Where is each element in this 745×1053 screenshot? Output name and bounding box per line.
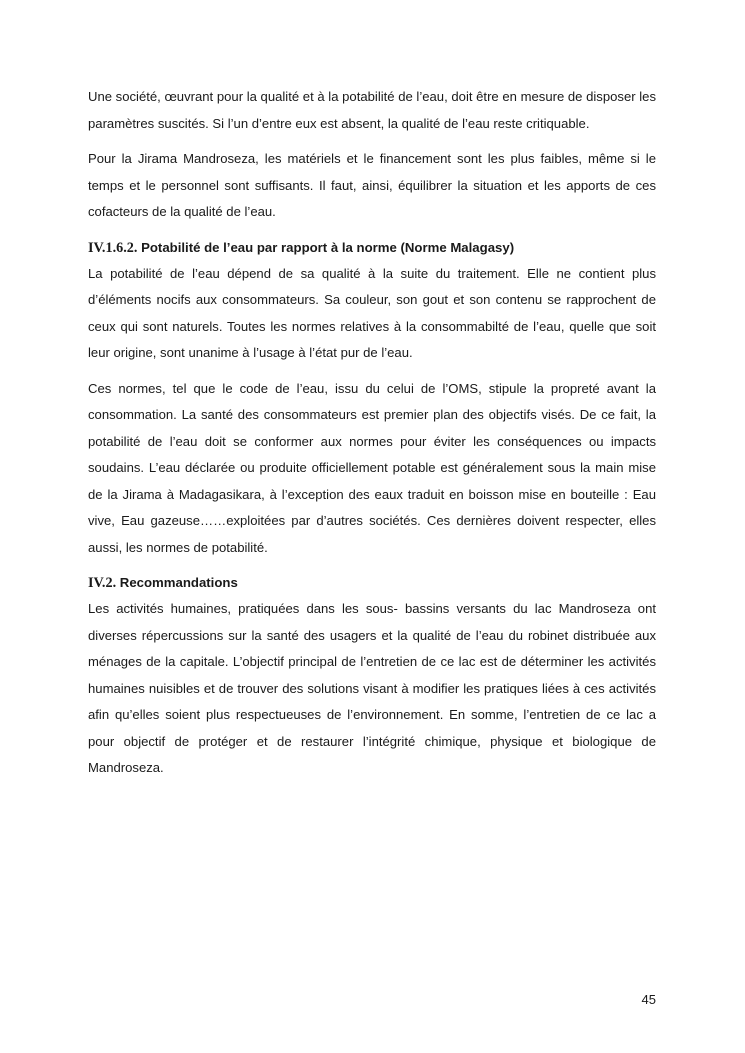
paragraph-potabilite-definition: La potabilité de l’eau dépend de sa qualité à la suite du traitement. Elle ne contient plus d’éléments nocifs aux consommateurs. Sa couleur, son gout et son contenu se rapprochent de ceux qui sont naturels. Toutes les normes relatives à la consommabilté de l’eau, quelle que soit leur origine, sont unanime à l’usage à l’état pur de l’eau.: [88, 265, 656, 360]
document-page: [88, 84, 656, 791]
section-heading-recommandations: [88, 570, 656, 596]
page-number: 45: [641, 992, 656, 1007]
section-number: IV.1.6.2.: [88, 239, 138, 256]
paragraph-recommandations: Les activités humaines, pratiquées dans les sous- bassins versants du lac Mandroseza ont diverses répercussions sur la santé des usagers et la qualité de l’eau du robinet distribuée aux ménages de la capitale. L’objectif principal de l’entretien de ce lac est de déterminer les activités humaines nuisibles et de trouver des solutions visant à modifier les pratiques liées à ces activités afin qu’elles soient plus respectueuses de l’environnement. En somme, l’entretien de ce lac a pour objectif de protéger et de restaurer l’intégrité chimique, physique et biologique de Mandroseza.: [88, 601, 656, 775]
paragraph-jirama-resources: Pour la Jirama Mandroseza, les matériels et le financement sont les plus faibles, même si le temps et le personnel sont suffisants. Il faut, ainsi, équilibrer la situation et les apports de ces cofacteurs de la qualité de l’eau.: [88, 151, 656, 219]
section-number: IV.2.: [88, 575, 117, 591]
section-heading-potabilite: [88, 235, 656, 261]
section-title: Potabilité de l’eau par rapport à la norme (Norme Malagasy): [141, 239, 515, 255]
section-title: Recommandations: [119, 575, 238, 590]
paragraph-quality-parameters: Une société, œuvrant pour la qualité et à la potabilité de l’eau, doit être en mesure de disposer les paramètres suscités. Si l’un d’entre eux est absent, la qualité de l’eau reste critiquable.: [88, 89, 656, 131]
paragraph-normes: Ces normes, tel que le code de l’eau, issu du celui de l’OMS, stipule la propreté avant la consommation. La santé des consommateurs est premier plan des objectifs visés. De ce fait, la potabilité de l’eau doit se conformer aux normes pour éviter les conséquences ou impacts soudains. L’eau déclarée ou produite officiellement potable est généralement sous la main mise de la Jirama à Madagasikara, à l’exception des eaux traduit en boisson mise en bouteille : Eau vive, Eau gazeuse……exploitées par d’autres sociétés. Ces dernières doivent respecter, elles aussi, les normes de potabilité.: [88, 380, 656, 555]
